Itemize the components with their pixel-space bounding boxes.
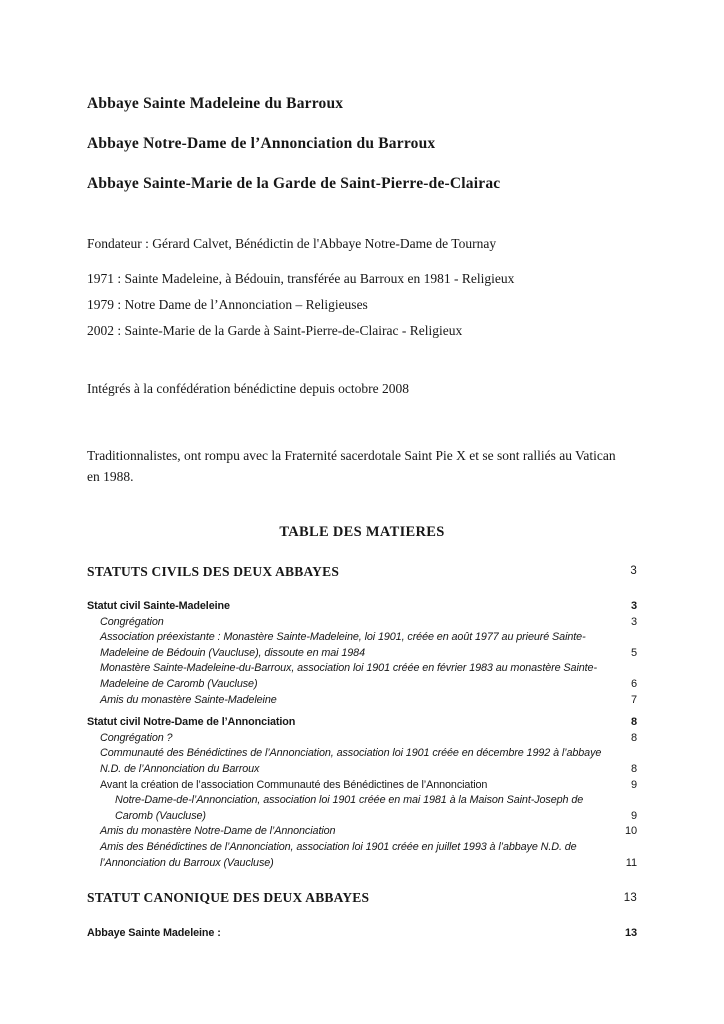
timeline-1979: 1979 : Notre Dame de l’Annonciation – Religieuses (87, 297, 368, 312)
toc-entry-page: 9 (630, 778, 637, 791)
timeline-1971: 1971 : Sainte Madeleine, à Bédouin, transférée au Barroux en 1981 - Religieux (87, 271, 515, 286)
toc-title: TABLE DES MATIERES (279, 524, 445, 540)
toc-entry-amis-monastere-notre-dame (87, 824, 637, 840)
toc-entry-notre-dame-annonciation-1981 (87, 793, 637, 824)
toc-entry-page: 3 (630, 600, 637, 612)
toc-entry-statut-civil-sainte-madeleine (87, 599, 637, 615)
toc-entry-page: 13 (624, 927, 637, 940)
toc-entry-text: Avant la création de l’association Communauté des Bénédictines de l’Annonciation (100, 778, 488, 791)
toc-entry-text: Amis du monastère Sainte-Madeleine (100, 693, 277, 706)
tradition-note: Traditionnalistes, ont rompu avec la Fraternité sacerdotale Saint Pie X et se sont ralliés au Vatican en 1988. (87, 448, 616, 484)
toc-entry-statut-canonique (87, 890, 637, 906)
toc-entry-text: Statut civil Sainte-Madeleine (87, 600, 230, 612)
toc-entry-text: Abbaye Sainte Madeleine : (87, 927, 221, 940)
toc-entry-page: 6 (630, 677, 637, 690)
toc-entry-text: Congrégation (100, 615, 164, 628)
toc-entry-amis-monastere-sainte-madeleine (87, 693, 637, 709)
toc-entry-page: 9 (630, 809, 637, 822)
toc-entry-page: 3 (630, 615, 637, 628)
toc-entry-text: STATUTS CIVILS DES DEUX ABBAYES (87, 564, 340, 579)
toc-entry-text: Notre-Dame-de-l’Annonciation, association loi 1901 créée en mai 1981 à la Maison Saint-Joseph de Caromb (Vaucluse) (115, 794, 584, 822)
toc-entry-monastere-sainte-madeleine-du-barroux (87, 661, 637, 692)
confederation-note: Intégrés à la confédération bénédictine depuis octobre 2008 (87, 381, 409, 396)
toc-entry-page: 3 (630, 565, 637, 578)
toc-entry-text: STATUT CANONIQUE DES DEUX ABBAYES (87, 890, 370, 906)
toc-entry-page: 7 (630, 693, 637, 706)
toc-entry-avant-la-creation (87, 778, 637, 794)
toc-entry-text: Association préexistante : Monastère Sainte-Madeleine, loi 1901, créée en août 1977 au prieuré Sainte-Madeleine de Bédouin (Vaucluse), dissoute en mai 1984 (100, 631, 586, 659)
toc-entry-communaute-benedictines (87, 746, 637, 777)
toc-entry-congregation-question (87, 731, 637, 747)
toc-entry-page: 8 (630, 716, 637, 729)
toc-entry-page: 13 (623, 891, 637, 904)
toc-entry-text: Amis du monastère Notre-Dame de l’Annonciation (100, 825, 336, 838)
toc-entry-statuts-civils (87, 564, 637, 580)
toc-entry-text: Communauté des Bénédictines de l’Annonciation, association loi 1901 créée en décembre 1992 à l’abbaye N.D. de l’Annonciation du Barroux (100, 747, 602, 775)
toc-entry-page: 5 (630, 646, 637, 659)
toc-entry-page: 8 (630, 731, 637, 744)
doc-title-sainte-marie: Abbaye Sainte-Marie de la Garde de Saint-Pierre-de-Clairac (87, 175, 501, 192)
toc-entry-page: 11 (625, 856, 637, 869)
toc-entry-text: Statut civil Notre-Dame de l’Annonciation (87, 716, 296, 729)
founder-line: Fondateur : Gérard Calvet, Bénédictin de l'Abbaye Notre-Dame de Tournay (87, 236, 497, 251)
toc-entry-page: 10 (624, 825, 637, 838)
toc-entry-association-preexistante (87, 630, 637, 661)
toc-entry-amis-benedictines (87, 840, 637, 871)
toc-entry-abbaye-sainte-madeleine (87, 926, 637, 942)
toc-entry-statut-civil-notre-dame (87, 715, 637, 731)
toc-entry-text: Monastère Sainte-Madeleine-du-Barroux, association loi 1901 créée en février 1983 au monastère Sainte-Madeleine de Caromb (Vaucluse) (100, 662, 597, 690)
timeline-2002: 2002 : Sainte-Marie de la Garde à Saint-Pierre-de-Clairac - Religieux (87, 323, 463, 338)
toc-entry-text: Amis des Bénédictines de l’Annonciation, association loi 1901 créée en juillet 1993 à l’abbaye N.D. de l’Annonciation du Barroux (Vaucluse) (100, 840, 577, 869)
toc-entry-page: 8 (630, 762, 637, 775)
toc-entry-congregation (87, 615, 637, 631)
doc-title-notre-dame: Abbaye Notre-Dame de l’Annonciation du Barroux (87, 135, 436, 152)
doc-title-sainte-madeleine: Abbaye Sainte Madeleine du Barroux (87, 95, 344, 112)
toc-entry-text: Congrégation ? (100, 731, 173, 744)
